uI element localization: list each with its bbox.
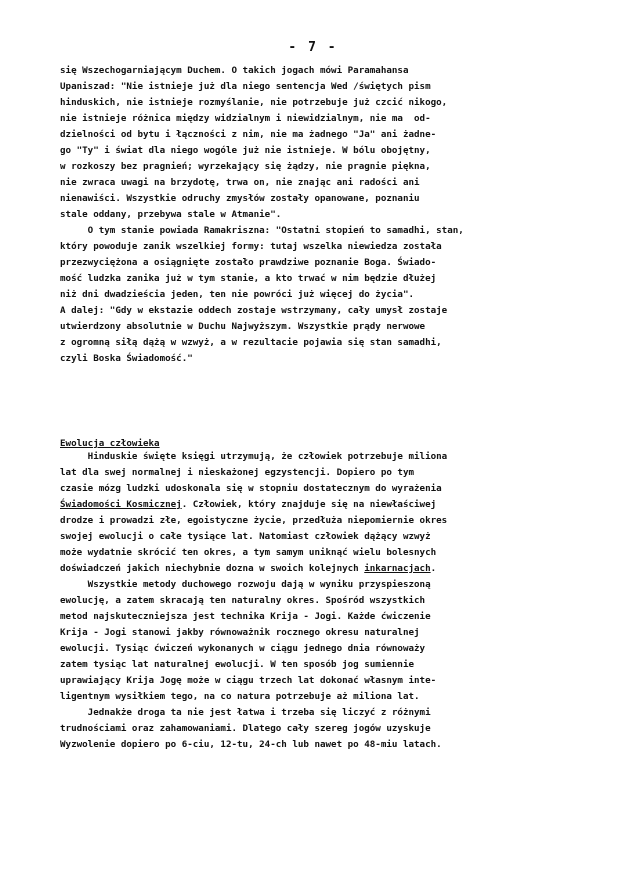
text-line: Jednakże droga ta nie jest łatwa i trzeba się liczyć z różnymi [60, 707, 431, 718]
text-line: A dalej: "Gdy w ekstazie oddech zostaje wstrzymany, cały umysł zostaje [60, 305, 448, 316]
text-line: metod najskuteczniejsza jest technika Krija - Jogi. Każde ćwiczenie [60, 611, 431, 622]
section-heading-block [60, 431, 580, 450]
text-line: stale oddany, przebywa stale w Atmanie". [60, 209, 282, 220]
section-heading: Ewolucja człowieka [60, 438, 160, 449]
text-line: go "Ty" i świat dla niego wogóle już nie istnieje. W bólu obojętny, [60, 145, 431, 156]
text-line: dzielności od bytu i łączności z nim, nie ma żadnego "Ja" ani żadne- [60, 129, 437, 140]
text-line: nienawiści. Wszystkie odruchy zmysłów zostały opanowane, poznaniu [60, 193, 420, 204]
text-line: mość ludzka zanika już w tym stanie, a kto trwać w nim będzie dłużej [60, 273, 437, 284]
text-line: który powoduje zanik wszelkiej formy: tutaj wszelka niewiedza została [60, 241, 442, 252]
line-rest: . Człowiek, który znajduje się na niewłaściwej [181, 499, 437, 510]
text-line: Wszystkie metody duchowego rozwoju dają w wyniku przyspieszoną [60, 579, 431, 590]
text-line: Hinduskie święte księgi utrzymują, że człowiek potrzebuje miliona [60, 451, 448, 462]
text-line: O tym stanie powiada Ramakriszna: "Ostatni stopień to samadhi, stan, [60, 225, 464, 236]
paragraph-block-2 [60, 449, 580, 753]
text-line: niż dni dwadzieścia jeden, ten nie powróci już więcej do życia". [60, 289, 415, 300]
text-line: trudnościami oraz zahamowaniami. Dlatego cały szereg jogów uzyskuje [60, 723, 431, 734]
text-line: czasie mózg ludzki udoskonala się w stopniu dostatecznym do wyrażenia [60, 483, 442, 494]
text-line: nie istnieje różnica między widzialnym i niewidzialnym, nie ma od- [60, 113, 431, 124]
text-line: uprawiający Krija Jogę może w ciągu trzech lat dokonać własnym inte- [60, 675, 437, 686]
text-line: ewolucji. Tysiąc ćwiczeń wykonanych w ciągu jednego dnia równoważy [60, 643, 426, 654]
text-line: zatem tysiąc lat naturalnej ewolucji. W ten sposób jog sumiennie [60, 659, 415, 670]
text-line: nie zwraca uwagi na brzydotę, trwa on, nie znając ani radości ani [60, 177, 420, 188]
text-line: utwierdzony absolutnie w Duchu Najwyższym. Wszystkie prądy nerwowe [60, 321, 426, 332]
line-end: . [430, 563, 437, 574]
text-line: w rozkoszy bez pragnień; wyrzekający się żądzy, nie pragnie piękna, [60, 161, 431, 172]
text-line: Wyzwolenie dopiero po 6-ciu, 12-tu, 24-ch lub nawet po 48-miu latach. [60, 739, 442, 750]
text-line: drodze i prowadzi złe, egoistyczne życie, przedłuża niepomiernie okres [60, 515, 448, 526]
text-line: swojej ewolucji o całe tysiące lat. Natomiast człowiek dążący wzwyż [60, 531, 431, 542]
underlined-term: Świadomości Kosmicznej [60, 499, 182, 510]
text-line: Upaniszad: "Nie istnieje już dla niego sentencja Wed /świętych pism [60, 81, 431, 92]
paragraph-block-1 [60, 63, 580, 367]
text-line: hinduskich, nie istnieje rozmyślanie, nie potrzebuje już czcić nikogo, [60, 97, 448, 108]
text-line: przezwyciężona a osiągnięte zostało prawdziwe poznanie Boga. Świado- [60, 257, 437, 268]
text-line: Krija - Jogi stanowi jakby równoważnik rocznego okresu naturalnej [60, 627, 420, 638]
page-number: - 7 - [288, 40, 338, 55]
text-line: się Wszechogarniającym Duchem. O takich jogach mówi Paramahansa [60, 65, 409, 76]
text-line: z ogromną siłą dążą w wzwyż, a w rezultacie pojawia się stan samadhi, [60, 337, 442, 348]
text-line: lat dla swej normalnej i nieskażonej egzystencji. Dopiero po tym [60, 467, 415, 478]
underlined-term: inkarnacjach [364, 563, 431, 574]
text-line: może wydatnie skrócić ten okres, a tym samym uniknąć wielu bolesnych [60, 547, 437, 558]
line-start: doświadczeń jakich niechybnie dozna w swoich kolejnych [60, 563, 365, 574]
text-line: ewolucję, a zatem skracają ten naturalny okres. Spośród wszystkich [60, 595, 426, 606]
text-line [60, 497, 580, 513]
text-line: ligentnym wysiłkiem tego, na co natura potrzebuje aż miliona lat. [60, 691, 420, 702]
text-line: czyli Boska Świadomość." [60, 353, 193, 364]
text-line [60, 561, 580, 577]
